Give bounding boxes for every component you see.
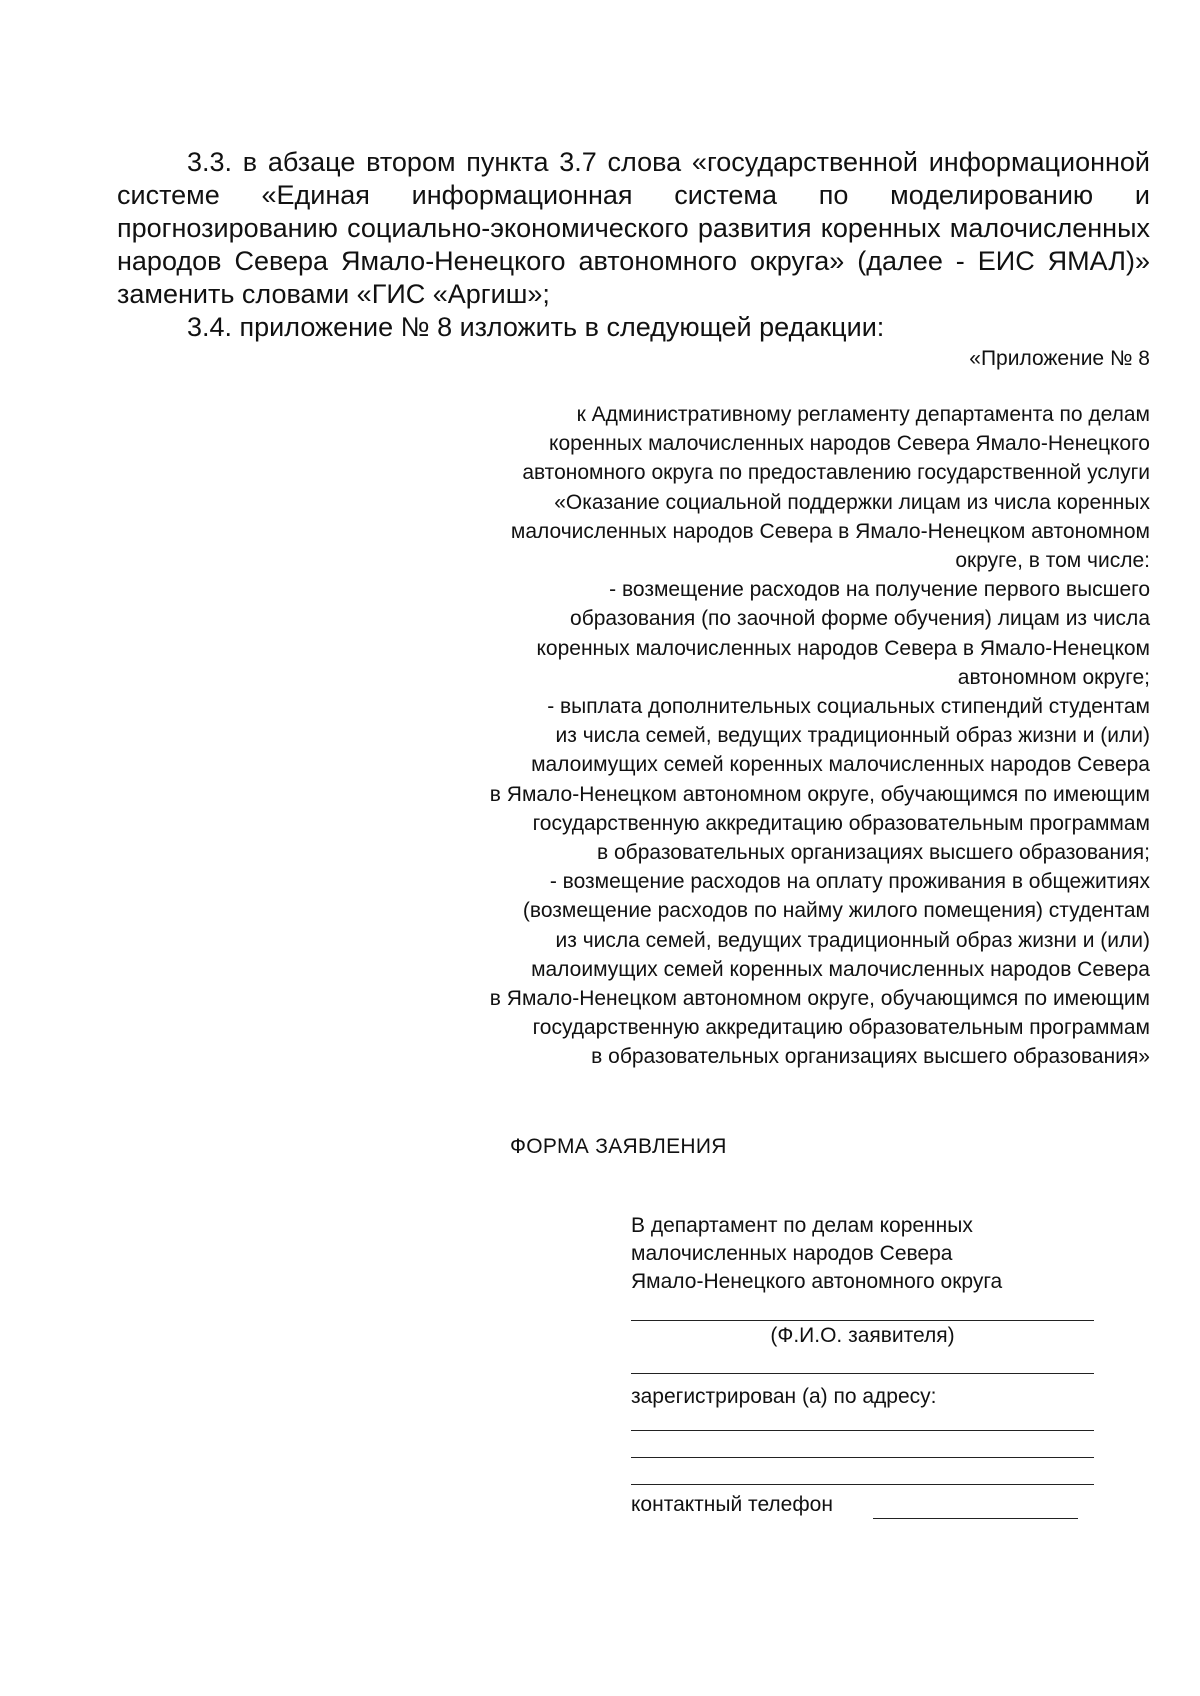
annex-line: в Ямало-Ненецком автономном округе, обучающимся по имеющим bbox=[489, 782, 1150, 806]
applicant-name-caption: (Ф.И.О. заявителя) bbox=[770, 1324, 955, 1347]
address-line[interactable] bbox=[631, 1457, 1094, 1458]
addressee-line: Ямало-Ненецкого автономного округа bbox=[631, 1270, 1003, 1293]
annex-line: (возмещение расходов по найму жилого помещения) студентам bbox=[522, 899, 1150, 923]
paragraph-3-4: 3.4. приложение № 8 изложить в следующей редакции: bbox=[187, 312, 885, 342]
annex-line: из числа семей, ведущих традиционный образ жизни и (или) bbox=[555, 928, 1150, 952]
annex-line: из числа семей, ведущих традиционный образ жизни и (или) bbox=[555, 724, 1150, 748]
blank-line[interactable] bbox=[631, 1373, 1094, 1374]
annex-line: в образовательных организациях высшего образования; bbox=[597, 841, 1150, 865]
annex-line: автономного округа по предоставлению государственной услуги bbox=[522, 461, 1150, 485]
annex-line: округе, в том числе: bbox=[955, 549, 1150, 573]
registered-address-label: зарегистрирован (а) по адресу: bbox=[631, 1385, 937, 1408]
annex-line: образования (по заочной форме обучения) лицам из числа bbox=[570, 607, 1150, 631]
annex-line: коренных малочисленных народов Севера Ямало-Ненецкого bbox=[549, 432, 1150, 456]
annex-line: государственную аккредитацию образовательным программам bbox=[532, 1016, 1150, 1040]
address-line[interactable] bbox=[631, 1484, 1094, 1485]
annex-line: автономном округе; bbox=[957, 665, 1150, 689]
annex-line: малоимущих семей коренных малочисленных народов Севера bbox=[531, 957, 1150, 981]
annex-line: - возмещение расходов на оплату проживания в общежитиях bbox=[549, 870, 1150, 894]
annex-line: - выплата дополнительных социальных стипендий студентам bbox=[547, 695, 1150, 719]
annex-header-block bbox=[390, 400, 1150, 1072]
paragraph-3-3: 3.3. в абзаце втором пункта 3.7 слова «государственной информационной системе «Единая информационная система по моделированию и прогнозированию социально-экономического развития коренных малочисленных народов Севера Ямало-Ненецкого автономного округа» (далее - ЕИС ЯМАЛ)» заменить словами «ГИС «Аргиш»; bbox=[117, 147, 1150, 309]
annex-line: в образовательных организациях высшего образования» bbox=[591, 1045, 1150, 1069]
contact-phone-line[interactable] bbox=[873, 1518, 1078, 1519]
annex-title: «Приложение № 8 bbox=[969, 347, 1150, 370]
form-title: ФОРМА ЗАЯВЛЕНИЯ bbox=[510, 1135, 727, 1158]
annex-line: государственную аккредитацию образовательным программам bbox=[532, 811, 1150, 835]
addressee-line: В департамент по делам коренных bbox=[631, 1214, 973, 1237]
annex-line: в Ямало-Ненецком автономном округе, обучающимся по имеющим bbox=[489, 987, 1150, 1011]
contact-phone-label: контактный телефон bbox=[631, 1493, 833, 1516]
applicant-name-line[interactable] bbox=[631, 1320, 1094, 1321]
addressee-block bbox=[631, 1212, 1002, 1296]
annex-line: «Оказание социальной поддержки лицам из числа коренных bbox=[554, 490, 1150, 514]
address-line[interactable] bbox=[631, 1430, 1094, 1431]
annex-line: коренных малочисленных народов Севера в Ямало-Ненецком bbox=[536, 636, 1150, 660]
annex-line: к Административному регламенту департамента по делам bbox=[576, 403, 1150, 426]
annex-line: малоимущих семей коренных малочисленных народов Севера bbox=[531, 753, 1150, 777]
addressee-line: малочисленных народов Севера bbox=[631, 1242, 953, 1265]
annex-line: малочисленных народов Севера в Ямало-Ненецком автономном bbox=[510, 519, 1150, 543]
annex-line: - возмещение расходов на получение первого высшего bbox=[609, 578, 1150, 602]
